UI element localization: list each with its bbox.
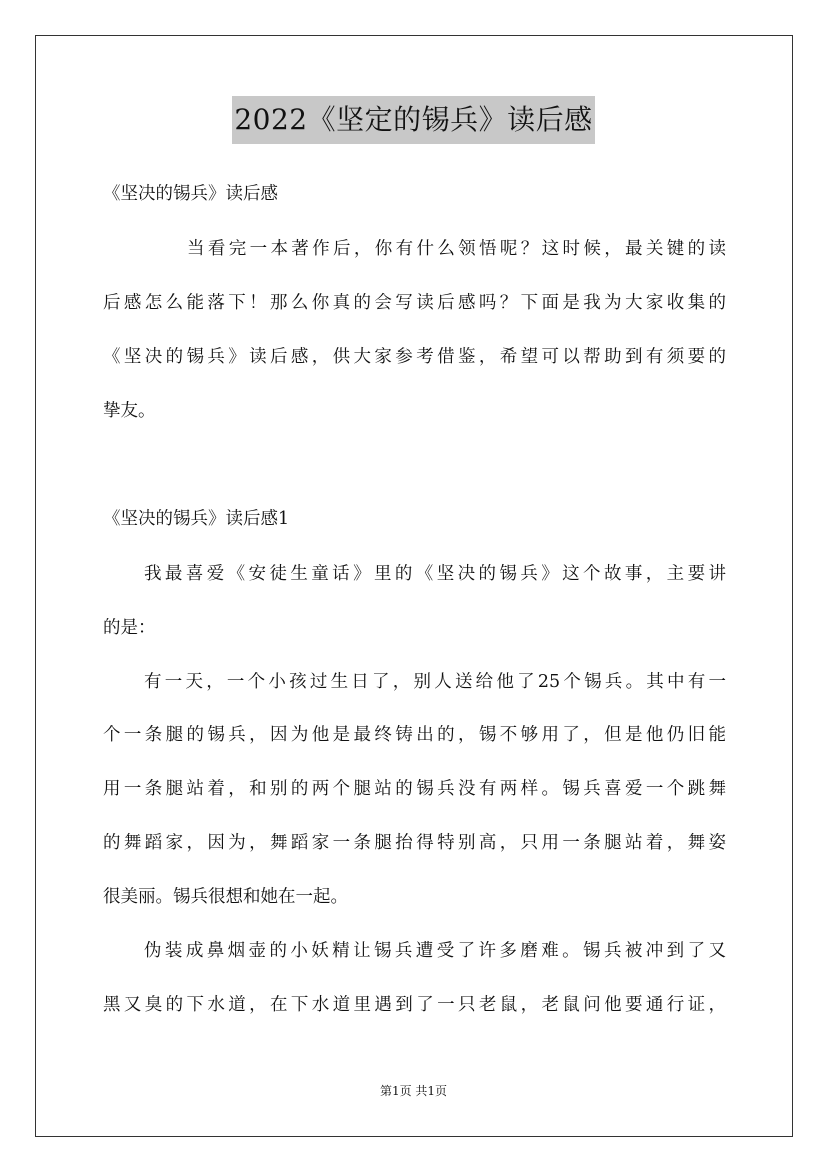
paragraph-line: 我最喜爱《安徒生童话》里的《坚决的锡兵》这个故事，主要讲 [144, 564, 726, 584]
paragraph-line: 个一条腿的锡兵，因为他是最终铸出的，锡不够用了，但是他仍旧能 [103, 725, 726, 745]
paragraph-line: 《坚决的锡兵》读后感，供大家参考借鉴，希望可以帮助到有须要的 [103, 347, 726, 367]
section-heading: 《坚决的锡兵》读后感 [103, 184, 278, 204]
document-title: 2022《坚定的锡兵》读后感 [232, 96, 594, 144]
paragraph-line: 当看完一本著作后，你有什么领悟呢？这时候，最关键的读 [187, 239, 726, 259]
paragraph-line: 后感怎么能落下！那么你真的会写读后感吗？下面是我为大家收集的 [103, 293, 726, 313]
paragraph-line: 挚友。 [103, 401, 156, 421]
paragraph-line: 黑又臭的下水道，在下水道里遇到了一只老鼠，老鼠问他要通行证， [103, 995, 726, 1015]
paragraph-line: 很美丽。锡兵很想和她在一起。 [103, 887, 348, 907]
section-heading: 《坚决的锡兵》读后感1 [103, 509, 290, 529]
paragraph-line: 伪装成鼻烟壶的小妖精让锡兵遭受了许多磨难。锡兵被冲到了又 [144, 941, 726, 961]
title-container [0, 96, 827, 144]
page-footer: 第1页 共1页 [379, 1084, 448, 1098]
paragraph-line: 用一条腿站着，和别的两个腿站的锡兵没有两样。锡兵喜爱一个跳舞 [103, 779, 726, 799]
paragraph-line: 的舞蹈家，因为，舞蹈家一条腿抬得特别高，只用一条腿站着，舞姿 [103, 833, 726, 853]
paragraph-line: 的是： [103, 618, 156, 638]
paragraph-line: 有一天，一个小孩过生日了，别人送给他了25个锡兵。其中有一 [144, 672, 726, 692]
